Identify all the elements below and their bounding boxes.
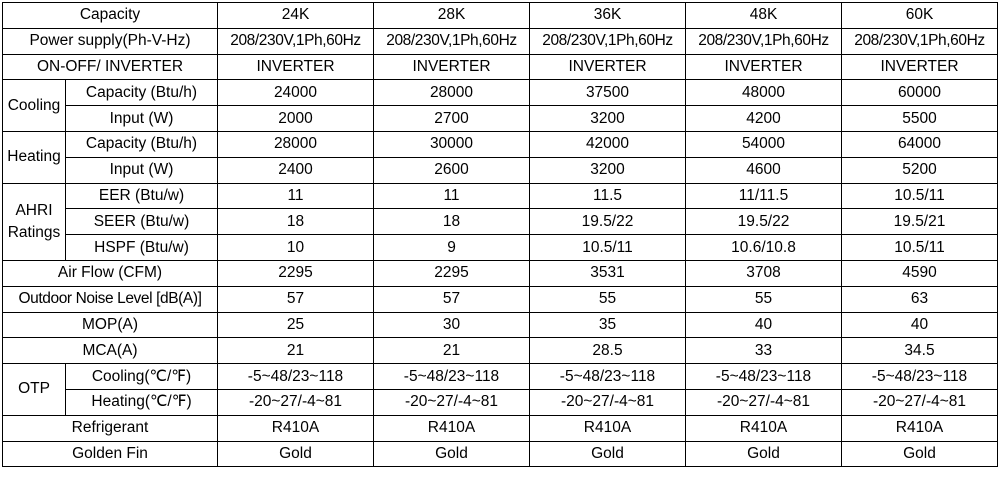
table-cell: 3708 — [686, 260, 842, 286]
air-flow-row — [3, 260, 998, 286]
seer-row — [3, 209, 998, 235]
table-cell: INVERTER — [530, 54, 686, 80]
table-cell: 10 — [218, 235, 374, 261]
table-cell: INVERTER — [842, 54, 998, 80]
table-cell: 40 — [842, 312, 998, 338]
table-cell: 60000 — [842, 80, 998, 106]
table-cell: 24000 — [218, 80, 374, 106]
table-cell: 10.5/11 — [842, 183, 998, 209]
row-label: EER (Btu/w) — [66, 183, 218, 209]
table-cell: 4590 — [842, 260, 998, 286]
table-cell: 55 — [530, 286, 686, 312]
row-label: HSPF (Btu/w) — [66, 235, 218, 261]
table-cell: 40 — [686, 312, 842, 338]
row-label: MOP(A) — [3, 312, 218, 338]
header-row — [3, 3, 998, 29]
table-cell: 57 — [374, 286, 530, 312]
row-label: ON-OFF/ INVERTER — [3, 54, 218, 80]
model-header: 48K — [686, 3, 842, 29]
table-cell: R410A — [530, 415, 686, 441]
row-label: Golden Fin — [3, 441, 218, 467]
row-label: Power supply(Ph-V-Hz) — [3, 28, 218, 54]
table-cell: R410A — [218, 415, 374, 441]
table-cell: 28.5 — [530, 338, 686, 364]
heating-capacity-row — [3, 131, 998, 157]
table-cell: 3531 — [530, 260, 686, 286]
table-cell: 54000 — [686, 131, 842, 157]
table-cell: Gold — [218, 441, 374, 467]
table-cell: 34.5 — [842, 338, 998, 364]
row-label: Capacity (Btu/h) — [66, 80, 218, 106]
table-cell: 11 — [374, 183, 530, 209]
power-supply-row — [3, 28, 998, 54]
table-cell: Gold — [686, 441, 842, 467]
table-cell: -20~27/-4~81 — [842, 389, 998, 415]
row-label: Cooling(℃/℉) — [66, 364, 218, 390]
cooling-capacity-row — [3, 80, 998, 106]
row-label: Input (W) — [66, 157, 218, 183]
row-label: Capacity (Btu/h) — [66, 131, 218, 157]
table-cell: 3200 — [530, 157, 686, 183]
table-cell: R410A — [686, 415, 842, 441]
heating-group-label: Heating — [3, 131, 66, 183]
row-label: Refrigerant — [3, 415, 218, 441]
otp-cooling-row — [3, 364, 998, 390]
table-cell: 208/230V,1Ph,60Hz — [218, 28, 374, 54]
table-cell: 18 — [218, 209, 374, 235]
table-cell: INVERTER — [218, 54, 374, 80]
table-cell: -20~27/-4~81 — [686, 389, 842, 415]
table-cell: -5~48/23~118 — [530, 364, 686, 390]
table-cell: 19.5/21 — [842, 209, 998, 235]
table-cell: Gold — [530, 441, 686, 467]
table-cell: 2600 — [374, 157, 530, 183]
table-cell: 11/11.5 — [686, 183, 842, 209]
golden-fin-row — [3, 441, 998, 467]
row-label: MCA(A) — [3, 338, 218, 364]
row-label: Input (W) — [66, 106, 218, 132]
table-cell: -5~48/23~118 — [218, 364, 374, 390]
table-cell: 3200 — [530, 106, 686, 132]
table-cell: 33 — [686, 338, 842, 364]
table-cell: 19.5/22 — [530, 209, 686, 235]
cooling-input-row — [3, 106, 998, 132]
table-cell: 18 — [374, 209, 530, 235]
spec-table — [2, 2, 998, 467]
table-cell: 11.5 — [530, 183, 686, 209]
table-cell: INVERTER — [374, 54, 530, 80]
table-cell: -5~48/23~118 — [374, 364, 530, 390]
row-label: SEER (Btu/w) — [66, 209, 218, 235]
table-cell: 21 — [218, 338, 374, 364]
table-cell: 208/230V,1Ph,60Hz — [686, 28, 842, 54]
table-cell: 5500 — [842, 106, 998, 132]
otp-group-label: OTP — [3, 364, 66, 416]
table-cell: 11 — [218, 183, 374, 209]
table-cell: 9 — [374, 235, 530, 261]
row-label: Outdoor Noise Level [dB(A)] — [3, 286, 218, 312]
table-cell: 48000 — [686, 80, 842, 106]
table-cell: -20~27/-4~81 — [530, 389, 686, 415]
table-cell: 2295 — [218, 260, 374, 286]
model-header: 24K — [218, 3, 374, 29]
model-header: 60K — [842, 3, 998, 29]
table-cell: R410A — [842, 415, 998, 441]
table-cell: -20~27/-4~81 — [218, 389, 374, 415]
table-cell: 19.5/22 — [686, 209, 842, 235]
row-label: Capacity — [3, 3, 218, 29]
table-cell: 25 — [218, 312, 374, 338]
refrigerant-row — [3, 415, 998, 441]
table-cell: 4600 — [686, 157, 842, 183]
table-cell: 30000 — [374, 131, 530, 157]
hspf-row — [3, 235, 998, 261]
table-cell: 64000 — [842, 131, 998, 157]
cooling-group-label: Cooling — [3, 80, 66, 132]
table-cell: 2000 — [218, 106, 374, 132]
table-cell: 5200 — [842, 157, 998, 183]
table-cell: 2700 — [374, 106, 530, 132]
row-label: Heating(℃/℉) — [66, 389, 218, 415]
table-cell: 21 — [374, 338, 530, 364]
on-off-row — [3, 54, 998, 80]
table-cell: 30 — [374, 312, 530, 338]
table-cell: INVERTER — [686, 54, 842, 80]
table-cell: 4200 — [686, 106, 842, 132]
table-cell: 63 — [842, 286, 998, 312]
table-cell: Gold — [374, 441, 530, 467]
table-cell: 10.5/11 — [530, 235, 686, 261]
table-cell: 2400 — [218, 157, 374, 183]
table-cell: 10.5/11 — [842, 235, 998, 261]
table-cell: -20~27/-4~81 — [374, 389, 530, 415]
table-cell: 55 — [686, 286, 842, 312]
table-cell: 42000 — [530, 131, 686, 157]
row-label: Air Flow (CFM) — [3, 260, 218, 286]
noise-row — [3, 286, 998, 312]
table-cell: 208/230V,1Ph,60Hz — [842, 28, 998, 54]
table-cell: -5~48/23~118 — [842, 364, 998, 390]
table-cell: 35 — [530, 312, 686, 338]
mop-row — [3, 312, 998, 338]
table-cell: 28000 — [374, 80, 530, 106]
model-header: 28K — [374, 3, 530, 29]
table-cell: 10.6/10.8 — [686, 235, 842, 261]
table-cell: 57 — [218, 286, 374, 312]
table-cell: 208/230V,1Ph,60Hz — [374, 28, 530, 54]
model-header: 36K — [530, 3, 686, 29]
table-cell: Gold — [842, 441, 998, 467]
heating-input-row — [3, 157, 998, 183]
table-cell: -5~48/23~118 — [686, 364, 842, 390]
table-cell: 208/230V,1Ph,60Hz — [530, 28, 686, 54]
eer-row — [3, 183, 998, 209]
table-cell: R410A — [374, 415, 530, 441]
otp-heating-row — [3, 389, 998, 415]
mca-row — [3, 338, 998, 364]
ahri-group-label: AHRI Ratings — [3, 183, 66, 260]
table-cell: 28000 — [218, 131, 374, 157]
table-cell: 37500 — [530, 80, 686, 106]
table-cell: 2295 — [374, 260, 530, 286]
